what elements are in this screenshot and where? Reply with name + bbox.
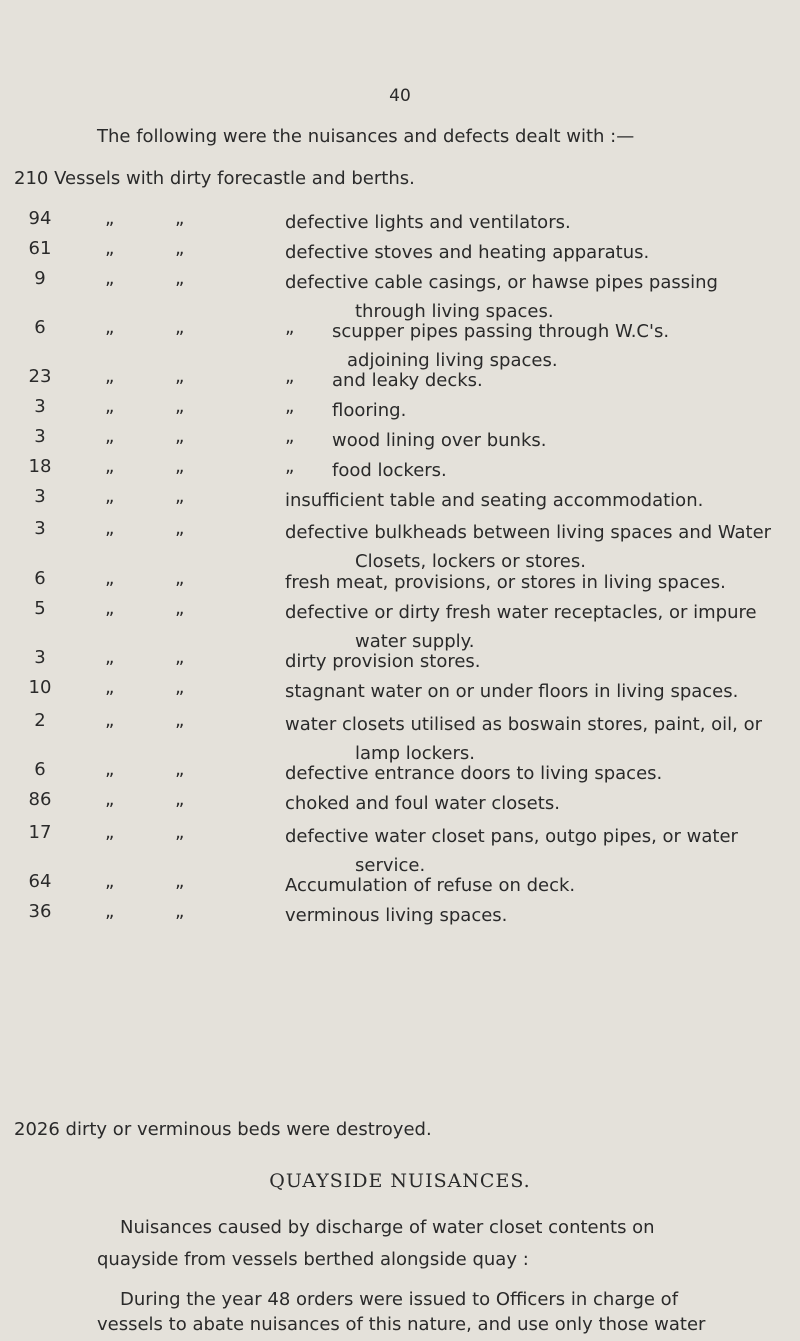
paragraph-1-line-1: Nuisances caused by discharge of water closet contents on — [120, 1217, 655, 1238]
ditto-mark: „ — [175, 901, 185, 922]
ditto-mark: „ — [105, 426, 115, 447]
ditto-mark: „ — [105, 568, 115, 589]
ditto-mark: „ — [105, 710, 115, 731]
item-count: 61 — [28, 238, 52, 259]
item-text: defective entrance doors to living spaces. — [285, 763, 663, 784]
item-count: 2 — [34, 710, 46, 731]
item-description — [332, 396, 800, 425]
item-text-continuation: lamp lockers. — [355, 743, 475, 764]
ditto-mark: „ — [285, 426, 295, 447]
item-description — [285, 789, 775, 818]
ditto-mark: „ — [175, 317, 185, 338]
ditto-mark: „ — [175, 568, 185, 589]
ditto-mark: „ — [175, 598, 185, 619]
header-row-number: 210 — [14, 168, 49, 189]
ditto-mark: „ — [175, 366, 185, 387]
item-description — [285, 238, 775, 267]
ditto-mark: „ — [105, 789, 115, 810]
ditto-mark: „ — [105, 486, 115, 507]
ditto-mark: „ — [175, 238, 185, 259]
ditto-mark: „ — [105, 208, 115, 229]
paragraph-1-line-2: quayside from vessels berthed alongside quay : — [97, 1249, 529, 1270]
item-description — [285, 871, 775, 900]
item-count: 36 — [28, 901, 52, 922]
ditto-mark: „ — [105, 518, 115, 539]
item-text-continuation: adjoining living spaces. — [347, 350, 558, 371]
ditto-mark: „ — [175, 268, 185, 289]
ditto-mark: „ — [175, 456, 185, 477]
ditto-mark: „ — [105, 647, 115, 668]
ditto-mark: „ — [105, 238, 115, 259]
item-description — [285, 208, 775, 237]
item-text-continuation: through living spaces. — [355, 301, 554, 322]
page-number: 40 — [389, 86, 411, 106]
section-title: QUAYSIDE NUISANCES. — [269, 1170, 531, 1192]
item-count: 3 — [34, 396, 46, 417]
item-text: defective bulkheads between living spaces and Water — [285, 522, 772, 543]
item-count: 6 — [34, 568, 46, 589]
ditto-mark: „ — [175, 486, 185, 507]
ditto-mark: „ — [105, 366, 115, 387]
ditto-mark: „ — [175, 710, 185, 731]
item-description — [332, 366, 800, 395]
item-text: defective cable casings, or hawse pipes passing — [285, 272, 718, 293]
item-text: defective lights and ventilators. — [285, 212, 571, 233]
ditto-mark: „ — [105, 677, 115, 698]
ditto-mark: „ — [175, 426, 185, 447]
item-text: insufficient table and seating accommodation. — [285, 490, 704, 511]
ditto-mark: „ — [105, 759, 115, 780]
item-count: 6 — [34, 317, 46, 338]
ditto-mark: „ — [175, 647, 185, 668]
paragraph-2-line-2: vessels to abate nuisances of this nature, and use only those water — [97, 1314, 706, 1335]
item-count: 64 — [28, 871, 52, 892]
item-text: defective or dirty fresh water receptacles, or impure — [285, 602, 757, 623]
item-count: 9 — [34, 268, 46, 289]
item-text: verminous living spaces. — [285, 905, 508, 926]
header-row — [14, 168, 415, 189]
item-count: 17 — [28, 822, 52, 843]
ditto-mark: „ — [175, 518, 185, 539]
ditto-mark: „ — [105, 822, 115, 843]
paragraph-2-line-1: During the year 48 orders were issued to Officers in charge of — [120, 1289, 679, 1310]
item-description — [332, 426, 800, 455]
item-description — [285, 759, 775, 788]
ditto-mark: „ — [175, 677, 185, 698]
item-text: flooring. — [332, 400, 407, 421]
header-row-text: Vessels with dirty forecastle and berths. — [54, 168, 415, 189]
item-text: Accumulation of refuse on deck. — [285, 875, 576, 896]
ditto-mark: „ — [105, 317, 115, 338]
item-text: stagnant water on or under floors in living spaces. — [285, 681, 739, 702]
item-text: water closets utilised as boswain stores, paint, oil, or — [285, 714, 763, 735]
final-row-number: 2026 — [14, 1119, 60, 1140]
item-count: 5 — [34, 598, 46, 619]
ditto-mark: „ — [175, 208, 185, 229]
item-description — [285, 677, 775, 706]
item-text-continuation: service. — [355, 855, 426, 876]
item-description — [285, 647, 775, 676]
item-count: 23 — [28, 366, 52, 387]
ditto-mark: „ — [285, 456, 295, 477]
item-count: 6 — [34, 759, 46, 780]
item-text-continuation: Closets, lockers or stores. — [355, 551, 586, 572]
item-text: defective stoves and heating apparatus. — [285, 242, 650, 263]
item-text: wood lining over bunks. — [332, 430, 547, 451]
ditto-mark: „ — [285, 317, 295, 338]
item-description — [285, 568, 775, 597]
ditto-mark: „ — [105, 901, 115, 922]
item-text: scupper pipes passing through W.C's. — [332, 321, 670, 342]
ditto-mark: „ — [105, 456, 115, 477]
ditto-mark: „ — [105, 871, 115, 892]
item-text: food lockers. — [332, 460, 447, 481]
ditto-mark: „ — [175, 759, 185, 780]
ditto-mark: „ — [285, 396, 295, 417]
item-count: 3 — [34, 647, 46, 668]
item-text: choked and foul water closets. — [285, 793, 560, 814]
ditto-mark: „ — [105, 268, 115, 289]
item-count: 94 — [28, 208, 52, 229]
ditto-mark: „ — [105, 396, 115, 417]
item-count: 3 — [34, 486, 46, 507]
item-description — [285, 901, 775, 930]
final-row-text: dirty or verminous beds were destroyed. — [65, 1119, 432, 1140]
item-count: 86 — [28, 789, 52, 810]
item-description — [285, 486, 775, 515]
final-row — [14, 1119, 432, 1140]
ditto-mark: „ — [175, 871, 185, 892]
intro-text: The following were the nuisances and defects dealt with :— — [97, 126, 635, 147]
item-text: fresh meat, provisions, or stores in living spaces. — [285, 572, 726, 593]
item-description — [332, 456, 800, 485]
item-count: 18 — [28, 456, 52, 477]
ditto-mark: „ — [175, 396, 185, 417]
item-text: defective water closet pans, outgo pipes, or water — [285, 826, 738, 847]
item-text: dirty provision stores. — [285, 651, 481, 672]
item-text: and leaky decks. — [332, 370, 483, 391]
item-text-continuation: water supply. — [355, 631, 475, 652]
ditto-mark: „ — [175, 822, 185, 843]
ditto-mark: „ — [285, 366, 295, 387]
item-count: 10 — [28, 677, 52, 698]
ditto-mark: „ — [175, 789, 185, 810]
item-count: 3 — [34, 518, 46, 539]
ditto-mark: „ — [105, 598, 115, 619]
item-count: 3 — [34, 426, 46, 447]
